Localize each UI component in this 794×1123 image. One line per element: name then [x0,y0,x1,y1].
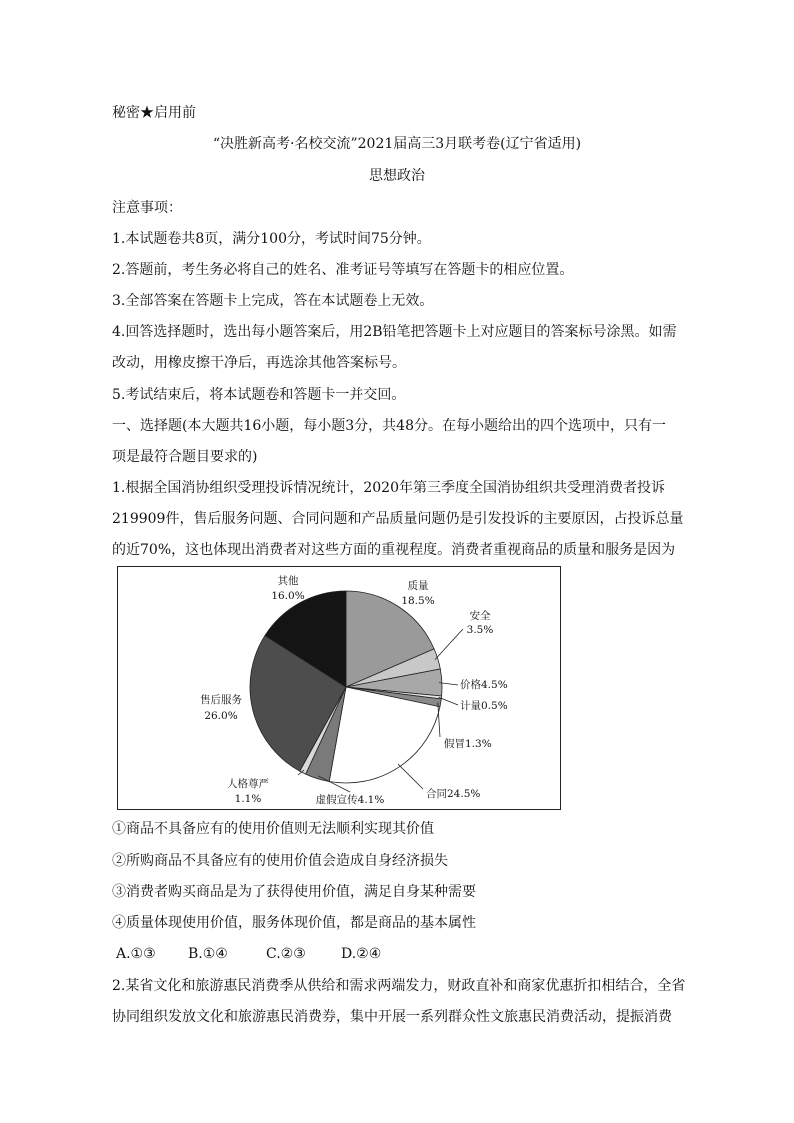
leader-line-3 [439,697,458,705]
pie-svg [118,567,560,809]
section-heading-cont: 项是最符合题目要求的) [112,449,258,465]
choice-b: B.①④ [188,946,228,962]
option-4: ④质量体现使用价值，服务体现价值，都是商品的基本属性 [112,915,476,931]
question-2-text: 2.某省文化和旅游惠民消费季从供给和需求两端发力，财政直补和商家优惠折扣相结合，全省 [112,978,686,994]
label-quality-name: 质量 [407,580,429,592]
label-quality-value: 18.5% [401,595,435,607]
choice-a: A.①③ [116,946,156,962]
label-other-name: 其他 [277,575,299,587]
label-safety-name: 安全 [469,610,491,622]
label-false-ad: 虚假宣传4.1% [315,794,385,806]
option-2: ②所购商品不具备应有的使用价值会造成自身经济损失 [112,853,448,869]
label-counterfeit: 假冒1.3% [444,738,492,750]
complaint-pie-chart [117,566,561,810]
leader-line-1 [435,629,463,660]
label-dignity-value: 1.1% [234,793,262,805]
option-3: ③消费者购买商品是为了获得使用价值，满足自身某种需要 [112,884,476,900]
label-other-value: 16.0% [271,590,305,602]
question-1-text: 219909件，售后服务问题、合同问题和产品质量问题仍是引发投诉的主要原因，占投诉总量 [112,511,684,527]
label-dignity-name: 人格尊严 [227,778,269,790]
note-item: 3.全部答案在答题卡上完成，答在本试题卷上无效。 [112,293,434,309]
subject-title: 思想政治 [369,168,425,184]
exam-title: “决胜新高考·名校交流”2021届高三3月联考卷(辽宁省适用) [212,136,582,152]
question-1-text: 的近70%，这也体现出消费者对这些方面的重视程度。消费者重视商品的质量和服务是因为 [112,542,676,558]
option-1: ①商品不具备应有的使用价值则无法顺利实现其价值 [112,821,434,837]
label-contract: 合同24.5% [426,788,481,800]
leader-line-5 [398,764,423,789]
note-item: 1.本试题卷共8页，满分100分，考试时间75分钟。 [112,231,431,247]
notes-heading: 注意事项： [112,200,182,216]
label-safety-value: 3.5% [466,624,494,636]
choice-c: C.②③ [266,946,306,962]
label-measure: 计量0.5% [460,700,508,712]
note-item: 4.回答选择题时，选出每小题答案后，用2B铅笔把答题卡上对应题目的答案标号涂黑。如需 [112,324,677,340]
question-2-text: 协同组织发放文化和旅游惠民消费券，集中开展一系列群众性文旅惠民消费活动，提振消费 [112,1009,672,1025]
secret-mark: 秘密★启用前 [112,105,196,121]
label-after-sales-value: 26.0% [204,710,238,722]
section-heading: 一、选择题(本大题共16小题，每小题3分，共48分。在每小题给出的四个选项中，只有一 [112,418,666,434]
label-after-sales-name: 售后服务 [200,694,242,706]
note-item: 5.考试结束后，将本试题卷和答题卡一并交回。 [112,387,406,403]
note-item: 改动，用橡皮擦干净后，再选涂其他答案标号。 [112,355,406,371]
choice-d: D.②④ [341,946,382,962]
label-price: 价格4.5% [460,679,508,691]
note-item: 2.答题前，考生务必将自己的姓名、准考证号等填写在答题卡的相应位置。 [112,262,574,278]
question-1-text: 1.根据全国消协组织受理投诉情况统计，2020年第三季度全国消协组织共受理消费者投诉 [112,480,665,496]
